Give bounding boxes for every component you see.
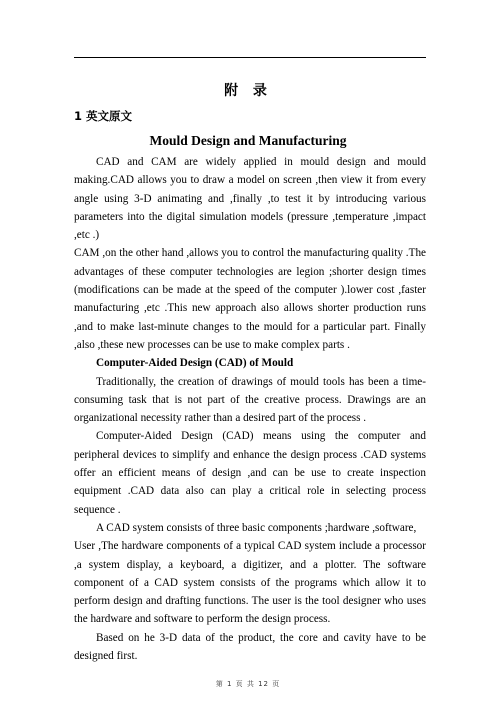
paragraph: Based on he 3-D data of the product, the core and cavity have to be designed first. (74, 631, 426, 663)
paragraph: User ,The hardware components of a typical CAD system include a processor ,a system display, a keyboard, a digitizer, and a plotter. The software component of a CAD system consists of the programs which allow it to perform design and drafting functions. The user is the tool designer who uses the hardware and software to perform the design process. (74, 540, 426, 626)
paragraph: Computer-Aided Design (CAD) means using the computer and peripheral devices to simplify and enhance the design process .CAD systems offer an efficient means of design ,and can be use to create inspection equipment .CAD data also can play a critical role in selecting process sequence . (74, 430, 426, 516)
paragraph: CAD and CAM are widely applied in mould design and mould making.CAD allows you to draw a model on screen ,then view it from every angle using 3-D animating and ,finally ,to test it by introducing various parameters into the digital simulation models (pressure ,temperature ,impact ,etc .) (74, 156, 426, 242)
paragraph: A CAD system consists of three basic components ;hardware ,software, (96, 521, 417, 534)
document-title: Mould Design and Manufacturing (149, 133, 347, 148)
paragraph: CAM ,on the other hand ,allows you to control the manufacturing quality .The advantages of these computer technologies are legion ;shorter design times (modifications can be made at the speed of the computer ).lower cost ,faster manufacturing ,etc .This new approach also allows shorter production runs ,and to make last-minute changes to the mould for a particular part. Finally ,also ,these new processes can be use to make complex parts . (74, 247, 426, 351)
section-heading: 1 英文原文 (74, 109, 133, 123)
subsection-heading: Computer-Aided Design (CAD) of Mould (96, 357, 294, 370)
body-text (74, 153, 426, 665)
appendix-title: 附 录 (224, 83, 272, 99)
header-rule (74, 57, 426, 58)
paragraph: Traditionally, the creation of drawings of mould tools has been a time-consuming task that is not part of the creative process. Drawings are an organizational necessity rather than a desired part of the process . (74, 375, 426, 425)
page-footer: 第 1 页 共 12 页 (215, 680, 281, 688)
